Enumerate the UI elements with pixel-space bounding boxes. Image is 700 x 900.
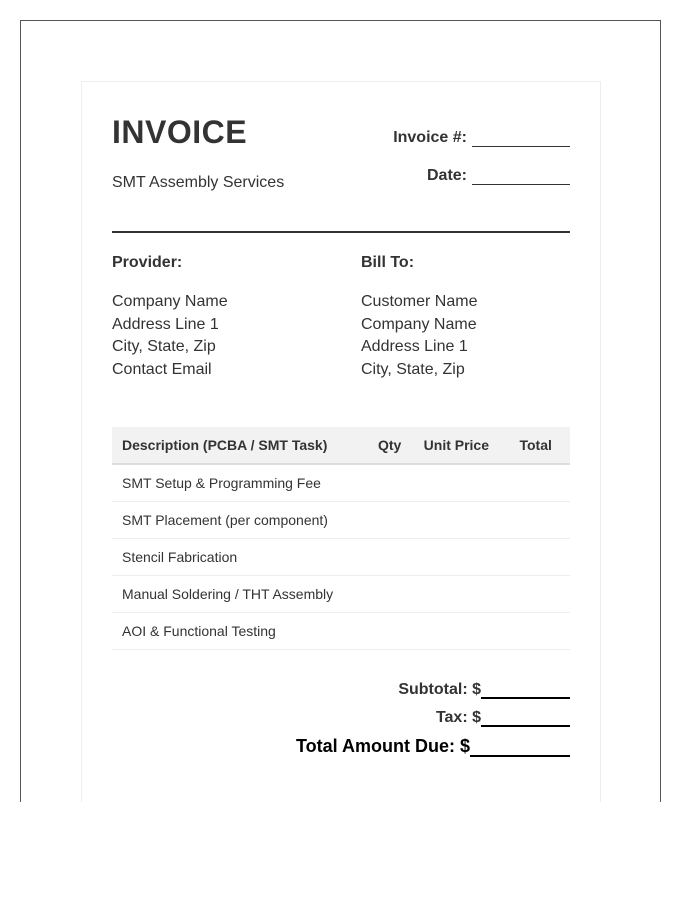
tax-row [436, 709, 570, 727]
table-row [112, 464, 570, 502]
col-description-header: Description (PCBA / SMT Task) [112, 427, 368, 464]
row-qty[interactable] [368, 576, 411, 613]
tax-field[interactable] [481, 710, 570, 727]
col-total-header: Total [501, 427, 570, 464]
header-divider [112, 231, 570, 233]
row-description: AOI & Functional Testing [112, 613, 368, 650]
table-row [112, 502, 570, 539]
total-due-row [296, 736, 570, 757]
col-unit-price-header: Unit Price [411, 427, 501, 464]
tax-label: Tax: $ [435, 709, 481, 726]
bill-to-heading: Bill To: [361, 254, 415, 271]
row-qty[interactable] [368, 613, 411, 650]
row-description: Stencil Fabrication [112, 539, 368, 576]
row-qty[interactable] [368, 502, 411, 539]
subtotal-label: Subtotal: $ [398, 681, 481, 698]
row-total[interactable] [501, 502, 570, 539]
row-unit-price[interactable] [411, 576, 501, 613]
bill-to-line: Customer Name [361, 293, 478, 310]
bill-to-block [361, 291, 477, 381]
row-total[interactable] [501, 539, 570, 576]
table-row [112, 613, 570, 650]
date-field[interactable] [472, 168, 570, 185]
row-unit-price[interactable] [411, 464, 501, 502]
total-due-field[interactable] [470, 737, 570, 757]
line-items-table [112, 427, 570, 650]
table-row [112, 576, 570, 613]
invoice-number-field[interactable] [472, 130, 570, 147]
col-qty-header: Qty [368, 427, 411, 464]
table-header-row [112, 427, 570, 464]
row-unit-price[interactable] [411, 502, 501, 539]
provider-line: City, State, Zip [112, 338, 216, 355]
provider-heading: Provider: [112, 254, 183, 271]
row-description: Manual Soldering / THT Assembly [112, 576, 368, 613]
invoice-title: INVOICE [112, 114, 248, 150]
provider-block [112, 291, 228, 381]
row-description: SMT Setup & Programming Fee [112, 464, 368, 502]
bill-to-line: Company Name [361, 315, 477, 333]
invoice-number-label: Invoice #: [393, 129, 467, 146]
bill-to-line: Address Line 1 [361, 338, 468, 355]
row-qty[interactable] [368, 539, 411, 576]
row-total[interactable] [501, 576, 570, 613]
total-due-label: Total Amount Due: $ [296, 736, 470, 756]
row-total[interactable] [501, 464, 570, 502]
row-unit-price[interactable] [411, 613, 501, 650]
invoice-subtitle: SMT Assembly Services [112, 174, 285, 191]
bill-to-line: City, State, Zip [361, 360, 465, 378]
row-unit-price[interactable] [411, 539, 501, 576]
table-row [112, 539, 570, 576]
provider-line: Contact Email [112, 360, 212, 378]
date-label: Date: [426, 167, 467, 184]
invoice-number-row [393, 129, 570, 147]
row-total[interactable] [501, 613, 570, 650]
row-description: SMT Placement (per component) [112, 502, 368, 539]
provider-line: Address Line 1 [112, 315, 219, 333]
subtotal-field[interactable] [481, 682, 570, 699]
date-row [427, 167, 570, 185]
row-qty[interactable] [368, 464, 411, 502]
subtotal-row [398, 681, 570, 699]
provider-line: Company Name [112, 293, 228, 310]
